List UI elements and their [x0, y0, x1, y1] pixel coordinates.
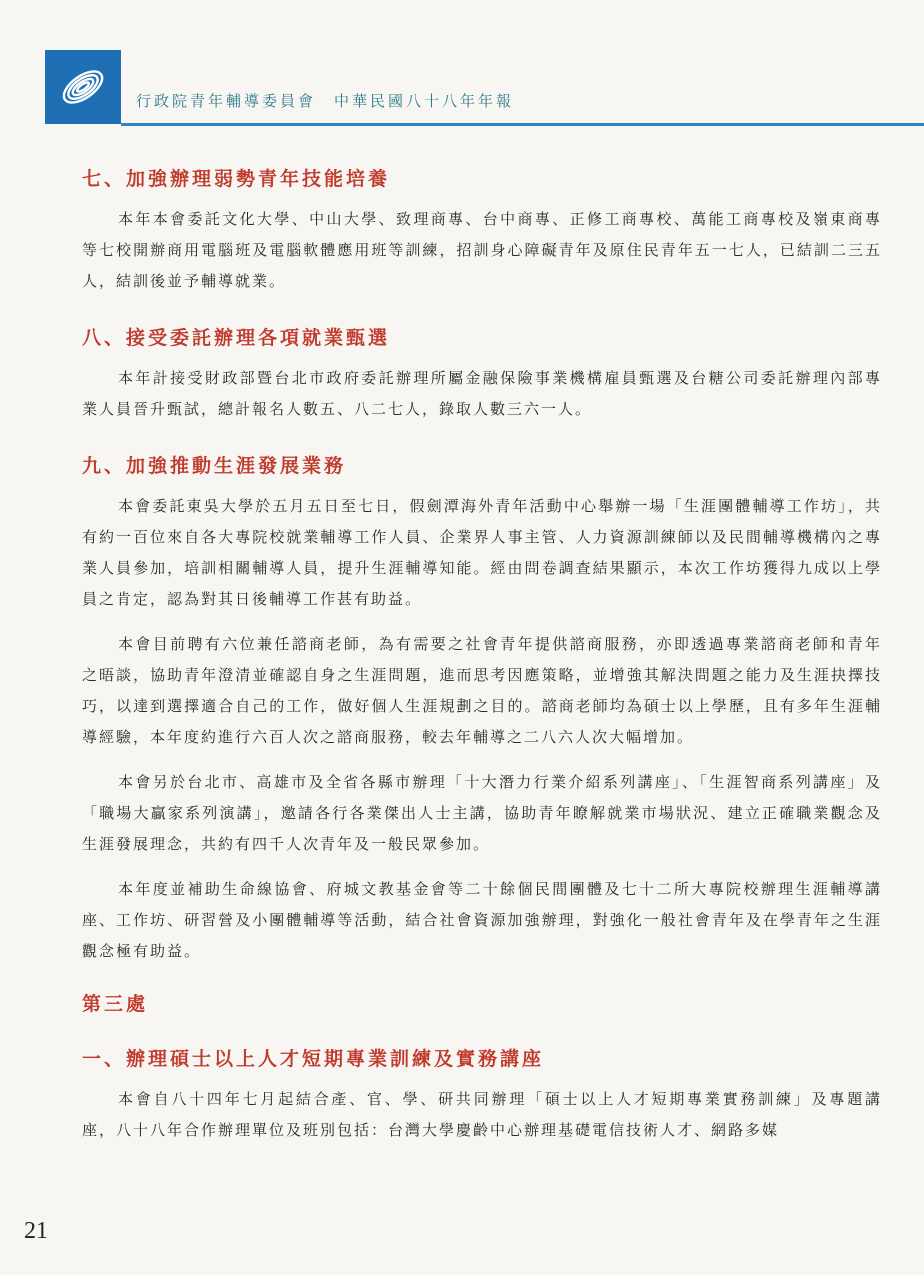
section-heading: 九、加強推動生涯發展業務: [82, 455, 347, 477]
paragraph: 本會另於台北市、高雄市及全省各縣市辦理「十大潛力行業介紹系列講座」、「生涯智商系列講座」及「職場大贏家系列演講」，邀請各行各業傑出人士主講，協助青年瞭解就業市場狀況、建立正確職業觀念及生涯發展理念，共約有四千人次青年及一般民眾參加。: [82, 773, 882, 853]
paragraph: 本會自八十四年七月起結合產、官、學、研共同辦理「碩士以上人才短期專業實務訓練」及專題講座，八十八年合作辦理單位及班別包括：台灣大學慶齡中心辦理基礎電信技術人才、網路多媒: [82, 1090, 882, 1139]
section-heading: 七、加強辦理弱勢青年技能培養: [82, 168, 391, 190]
rings-logo-icon: [45, 50, 121, 124]
paragraph: 本年計接受財政部暨台北市政府委託辦理所屬金融保險事業機構雇員甄選及台糖公司委託辦理內部專業人員晉升甄試，總計報名人數五、八二七人，錄取人數三六一人。: [82, 369, 882, 418]
paragraph: 本會目前聘有六位兼任諮商老師，為有需要之社會青年提供諮商服務，亦即透過專業諮商老師和青年之晤談，協助青年澄清並確認自身之生涯問題，進而思考因應策略，並增強其解決問題之能力及生涯抉擇技巧，以達到選擇適合自己的工作，做好個人生涯規劃之目的。諮商老師均為碩士以上學歷，且有多年生涯輔導經驗，本年度約進行六百人次之諮商服務，較去年輔導之二八六人次大幅增加。: [82, 635, 882, 746]
paragraph: 本年本會委託文化大學、中山大學、致理商專、台中商專、正修工商專校、萬能工商專校及嶺東商專等七校開辦商用電腦班及電腦軟體應用班等訓練，招訓身心障礙青年及原住民青年五一七人，已結訓二三五人，結訓後並予輔導就業。: [82, 210, 882, 290]
section-heading: 一、辦理碩士以上人才短期專業訓練及實務講座: [82, 1048, 545, 1070]
header-rule: [121, 123, 924, 126]
running-header: 行政院青年輔導委員會 中華民國八十八年年報: [136, 92, 515, 110]
section-heading: 八、接受委託辦理各項就業甄選: [82, 327, 391, 349]
paragraph: 本會委託東吳大學於五月五日至七日，假劍潭海外青年活動中心舉辦一場「生涯團體輔導工作坊」，共有約一百位來自各大專院校就業輔導工作人員、企業界人事主管、人力資源訓練師以及民間輔導機構內之專業人員參加，培訓相關輔導人員，提升生涯輔導知能。經由問卷調查結果顯示，本次工作坊獲得九成以上學員之肯定，認為對其日後輔導工作甚有助益。: [82, 497, 882, 608]
page-body: [82, 160, 882, 1146]
page-number: 21: [24, 1218, 48, 1244]
publisher-logo: [45, 50, 121, 124]
paragraph: 本年度並補助生命線協會、府城文教基金會等二十餘個民間團體及七十二所大專院校辦理生涯輔導講座、工作坊、研習營及小團體輔導等活動，結合社會資源加強辦理，對強化一般社會青年及在學青年之生涯觀念極有助益。: [82, 880, 882, 960]
division-heading: 第三處: [82, 993, 149, 1015]
